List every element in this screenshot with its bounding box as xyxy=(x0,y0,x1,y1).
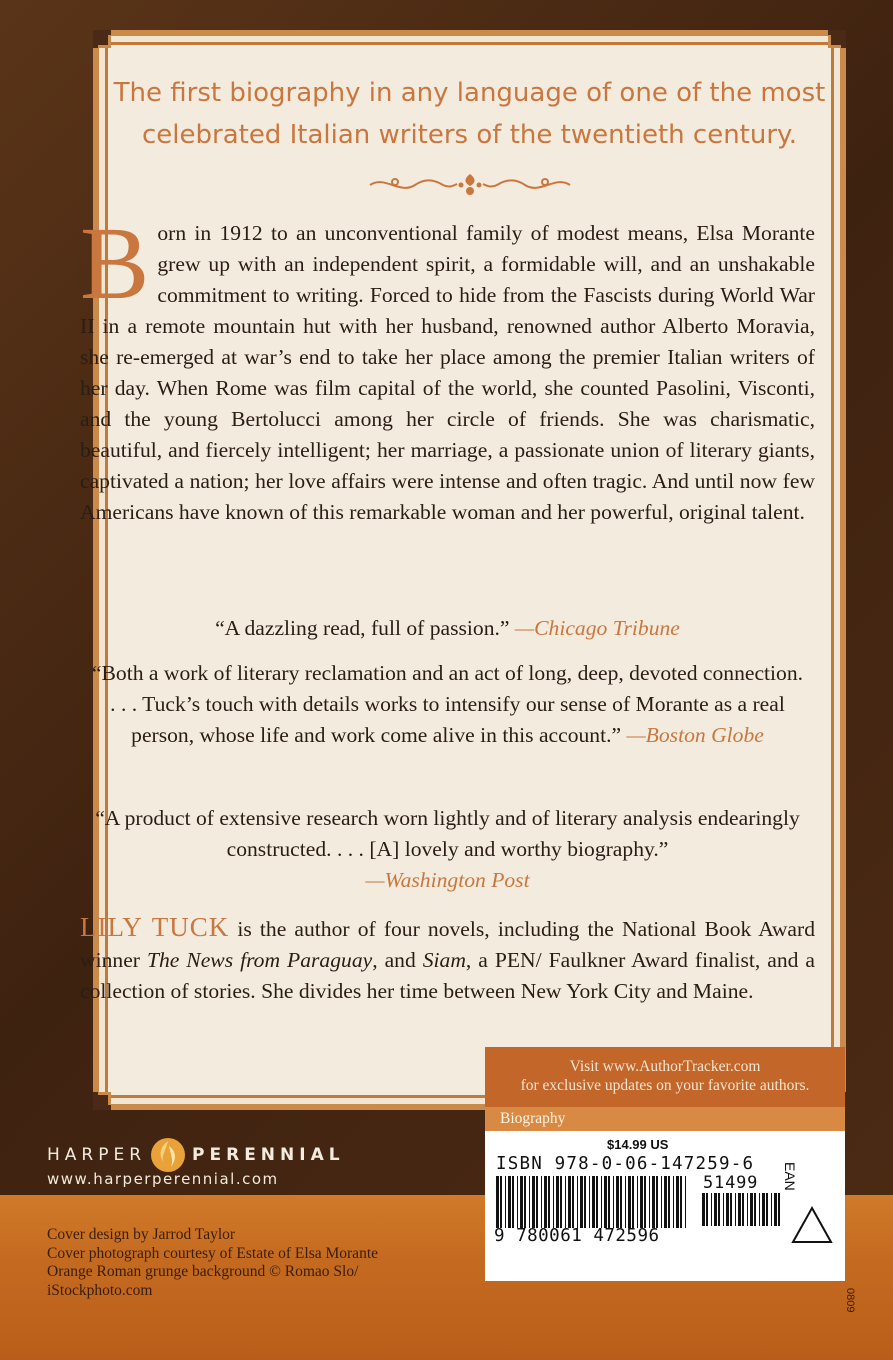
author-bio xyxy=(80,912,815,1007)
barcode-bar xyxy=(532,1176,535,1228)
book-title: The News from Paraguay xyxy=(146,948,373,972)
bio-text: , and xyxy=(372,948,423,972)
barcode-bar xyxy=(680,1176,682,1228)
frame-corner xyxy=(93,30,111,48)
barcode-bar xyxy=(572,1176,574,1228)
credit-line: iStockphoto.com xyxy=(47,1281,153,1299)
barcode-bar xyxy=(568,1176,571,1228)
barcode-bar xyxy=(718,1193,720,1226)
barcode-bar xyxy=(714,1193,717,1226)
quote-text: “A dazzling read, full of passion.” xyxy=(215,616,510,640)
quote-1 xyxy=(80,613,815,644)
barcode-bar xyxy=(747,1193,748,1226)
bio-text: , a PEN/ Faulkner Award finalist, and a collection of stories. She divides her time between New York City and Maine. xyxy=(80,948,815,1003)
barcode-bar xyxy=(771,1193,772,1226)
barcode-bar xyxy=(706,1193,708,1226)
barcode-bar xyxy=(637,1176,638,1228)
price: $14.99 US xyxy=(607,1137,669,1152)
ean-addon-bars xyxy=(702,1193,782,1226)
barcode-bar xyxy=(508,1176,511,1228)
barcode-bar xyxy=(656,1176,658,1228)
credit-line: Cover photograph courtesy of Estate of Elsa Morante xyxy=(47,1244,379,1262)
triangle-icon xyxy=(790,1205,834,1245)
quote-3 xyxy=(80,803,815,896)
category-label: Biography xyxy=(485,1107,845,1131)
barcode-bar xyxy=(685,1176,686,1228)
isbn-text: ISBN 978-0-06-147259-6 xyxy=(496,1154,755,1174)
frame-corner xyxy=(828,30,846,48)
barcode-bar xyxy=(640,1176,643,1228)
barcode-bar xyxy=(735,1193,736,1226)
barcode-bar xyxy=(517,1176,518,1228)
barcode-bar xyxy=(544,1176,547,1228)
frame-corner xyxy=(93,1092,111,1110)
barcode-bar xyxy=(613,1176,614,1228)
barcode-bar xyxy=(529,1176,530,1228)
bio-text: is the author of four novels, including the National Book Award winner xyxy=(80,917,815,972)
barcode-bar xyxy=(577,1176,578,1228)
cover-credits xyxy=(47,1226,378,1300)
barcode-bar xyxy=(661,1176,662,1228)
ornament-divider-icon xyxy=(365,170,575,200)
barcode-bar xyxy=(632,1176,634,1228)
barcode-bar xyxy=(649,1176,650,1228)
description xyxy=(80,206,815,528)
barcode-bar xyxy=(584,1176,586,1228)
barcode-bar xyxy=(644,1176,646,1228)
barcode-bar xyxy=(565,1176,566,1228)
barcode-bar xyxy=(628,1176,631,1228)
barcode-bar xyxy=(625,1176,626,1228)
barcode-bar xyxy=(524,1176,526,1228)
barcode-bar xyxy=(702,1193,705,1226)
authortracker-box xyxy=(485,1047,845,1107)
author-name: LILY TUCK xyxy=(80,912,230,942)
drop-cap: B xyxy=(80,206,150,321)
quote-source: —Washington Post xyxy=(365,868,530,892)
barcode-bar xyxy=(676,1176,679,1228)
barcode-bar xyxy=(616,1176,619,1228)
publisher-website[interactable]: www.harperperennial.com xyxy=(47,1170,279,1188)
barcode-bar xyxy=(592,1176,595,1228)
barcode-bar xyxy=(711,1193,712,1226)
spine-code: 0809 xyxy=(844,1288,856,1313)
barcode-bar xyxy=(754,1193,756,1226)
credit-line: Cover design by Jarrod Taylor xyxy=(47,1226,236,1243)
barcode-bar xyxy=(589,1176,590,1228)
publisher-perennial: PERENNIAL xyxy=(192,1145,345,1165)
quote-2 xyxy=(90,658,805,751)
quote-text: “A product of extensive research worn lightly and of literary analysis endearingly constructed. . . . [A] lovely and worthy biography.” xyxy=(95,806,800,861)
barcode-bar xyxy=(560,1176,562,1228)
barcode-bar xyxy=(738,1193,741,1226)
barcode-bar xyxy=(742,1193,744,1226)
barcode-bars xyxy=(496,1176,689,1228)
barcode-bar xyxy=(601,1176,602,1228)
authortracker-line: for exclusive updates on your favorite authors. xyxy=(520,1077,810,1094)
barcode-bar xyxy=(652,1176,655,1228)
barcode-bar xyxy=(520,1176,523,1228)
barcode-bar xyxy=(759,1193,760,1226)
barcode-bar xyxy=(762,1193,765,1226)
barcode-bar xyxy=(668,1176,670,1228)
barcode-bar xyxy=(604,1176,607,1228)
barcode-bar xyxy=(726,1193,729,1226)
barcode-bar xyxy=(496,1176,499,1228)
quote-text: “Both a work of literary reclamation and an act of long, deep, devoted connection. . . . Tuck’s touch with details works to intensify our sense of Morante as a real person, whose life and work come alive in this account.” xyxy=(91,661,804,747)
barcode-bar xyxy=(673,1176,674,1228)
quote-source: —Chicago Tribune xyxy=(514,616,680,640)
barcode-bar xyxy=(553,1176,554,1228)
barcode-bar xyxy=(512,1176,514,1228)
barcode-bar xyxy=(730,1193,732,1226)
barcode-bar xyxy=(541,1176,542,1228)
description-text: orn in 1912 to an unconventional family of modest means, Elsa Morante grew up with an independent spirit, a formidable will, and an unshakable commitment to writing. Forced to hide from the Fascists during World War II in a remote mountain hut with her husband, renowned author Alberto Moravia, she re-emerged at war’s end to take her place among the premier Italian writers of her day. When Rome was film capital of the world, she counted Pasolini, Visconti, and the young Bertolucci among her circle of friends. She was charismatic, beautiful, and fiercely intelligent; her marriage, a passionate union of literary giants, captivated a nation; her love affairs were intense and often tragic. And until now few Americans have known of this remarkable woman and her powerful, original talent. xyxy=(80,221,815,524)
barcode-bar xyxy=(608,1176,610,1228)
barcode-bar xyxy=(723,1193,724,1226)
barcode-bar xyxy=(548,1176,550,1228)
barcode-bar xyxy=(750,1193,753,1226)
barcode-bar xyxy=(620,1176,622,1228)
barcode-bar xyxy=(556,1176,559,1228)
harper-flame-icon xyxy=(150,1137,186,1173)
publisher-logo xyxy=(47,1137,345,1173)
barcode-bar xyxy=(596,1176,598,1228)
barcode-digits: 9 780061 472596 xyxy=(494,1226,660,1246)
barcode-bar xyxy=(500,1176,502,1228)
barcode-bar xyxy=(766,1193,768,1226)
barcode-bar xyxy=(580,1176,583,1228)
barcode-bar xyxy=(505,1176,506,1228)
quote-source: —Boston Globe xyxy=(626,723,764,747)
ean-addon-number: 51499 xyxy=(703,1173,759,1193)
ean-label: EAN xyxy=(782,1162,798,1191)
book-title: Siam xyxy=(422,948,466,972)
credit-line: Orange Roman grunge background © Romao Slo/ xyxy=(47,1263,359,1280)
tagline: The first biography in any language of one of the most celebrated Italian writers of the twentieth century. xyxy=(113,78,826,150)
barcode-bar xyxy=(774,1193,777,1226)
barcode-bar xyxy=(536,1176,538,1228)
barcode-bar xyxy=(778,1193,780,1226)
barcode-bar xyxy=(664,1176,667,1228)
authortracker-line[interactable]: Visit www.AuthorTracker.com xyxy=(569,1058,761,1075)
publisher-harper: HARPER xyxy=(47,1145,147,1165)
